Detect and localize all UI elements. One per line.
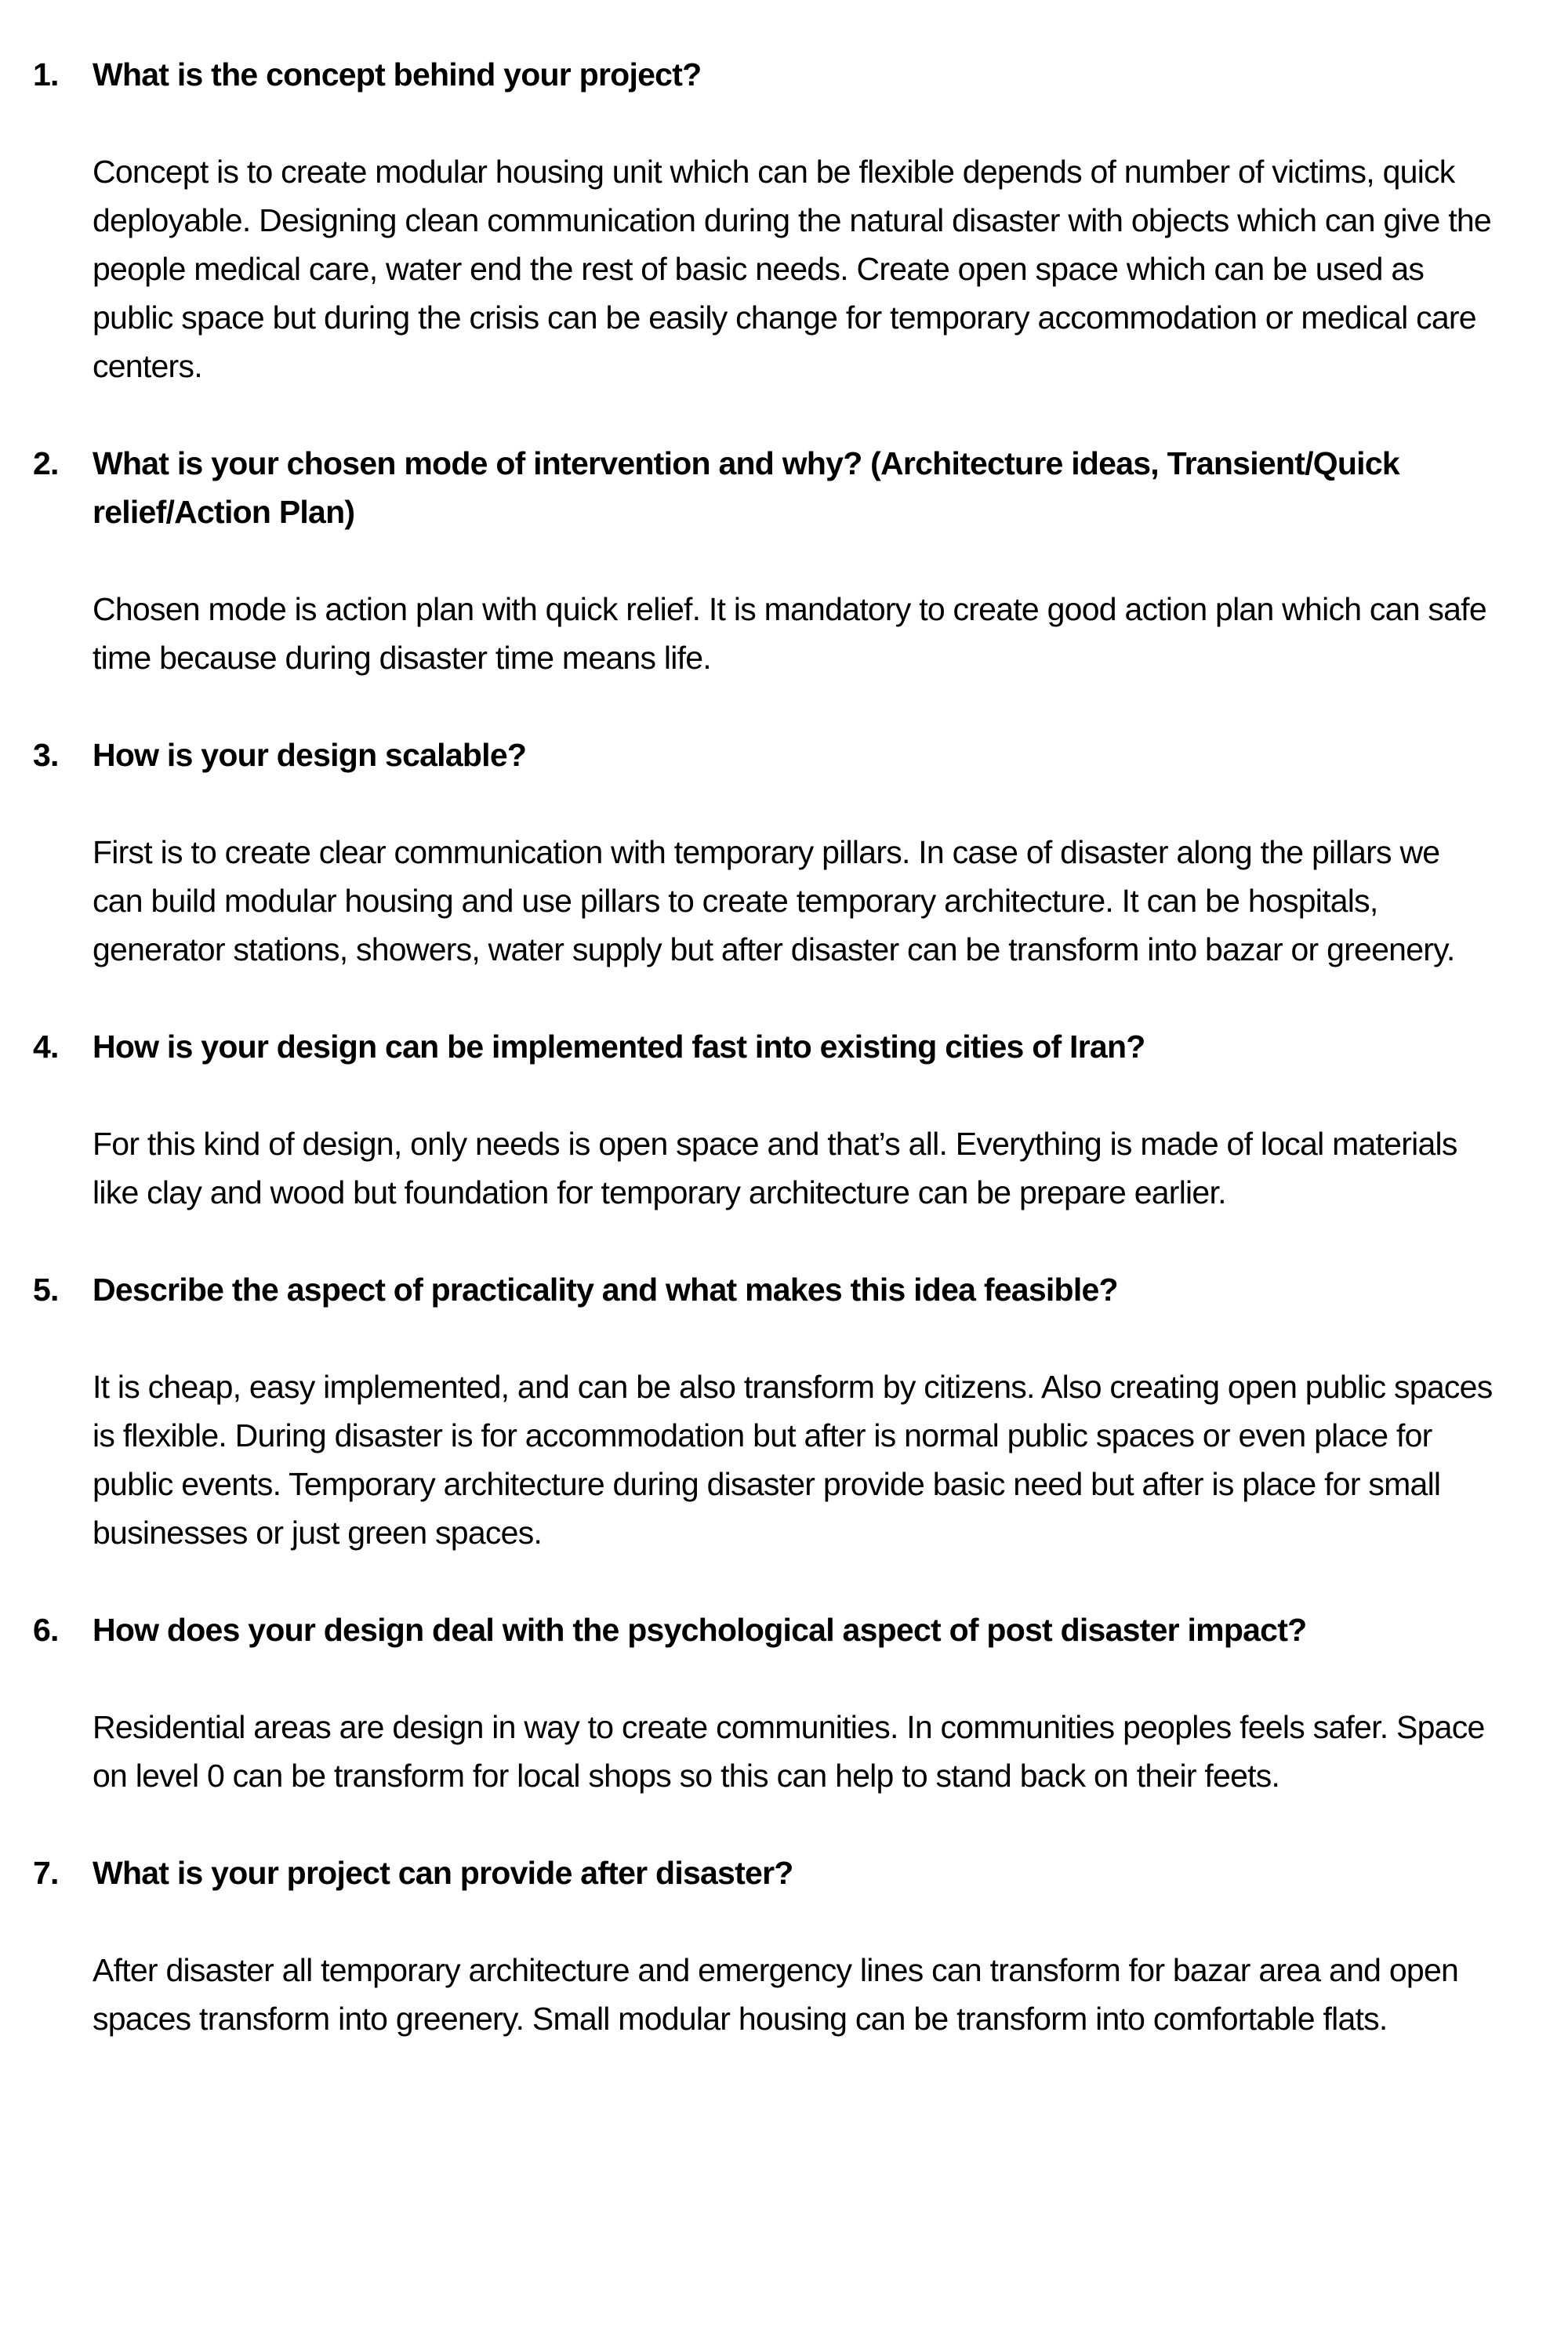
qa-item bbox=[33, 1849, 1496, 2043]
question-number: 2. bbox=[33, 445, 59, 481]
answer-paragraph: Chosen mode is action plan with quick relief. It is mandatory to create good action plan which can safe time because during disaster time means life. bbox=[93, 591, 1486, 676]
answer-paragraph: After disaster all temporary architecture and emergency lines can transform for bazar area and open spaces transform into greenery. Small modular housing can be transform into comfortable flats. bbox=[93, 1952, 1459, 2037]
qa-item-content bbox=[93, 1849, 1496, 2043]
qa-item-content bbox=[93, 731, 1496, 1022]
question-number: 1. bbox=[33, 56, 59, 93]
question-heading: What is your chosen mode of intervention and why? (Architecture ideas, Transient/Quick relief/Action Plan) bbox=[93, 445, 1399, 530]
question-number: 3. bbox=[33, 737, 59, 773]
qa-item-content bbox=[93, 1022, 1496, 1265]
answer-paragraph: Residential areas are design in way to create communities. In communities peoples feels safer. Space on level 0 can be transform for local shops so this can help to stand back on their feets. bbox=[93, 1709, 1485, 1794]
question-heading: What is the concept behind your project? bbox=[93, 56, 702, 93]
qa-item bbox=[33, 1022, 1496, 1265]
qa-list bbox=[33, 50, 1496, 2043]
qa-item bbox=[33, 50, 1496, 439]
question-heading: How is your design scalable? bbox=[93, 737, 527, 773]
answer-paragraph: Concept is to create modular housing unit which can be flexible depends of number of victims, quick deployable. Designing clean communication during the natural disaster with objects which can give the people medical care, water end the rest of basic needs. Create open space which can be used as public space but during the crisis can be easily change for temporary accommodation or medical care centers. bbox=[93, 154, 1491, 384]
answer-paragraph: For this kind of design, only needs is open space and that’s all. Everything is made of local materials like clay and wood but foundation for temporary architecture can be prepare earlier. bbox=[93, 1126, 1457, 1210]
question-number: 4. bbox=[33, 1029, 59, 1065]
question-heading: How is your design can be implemented fast into existing cities of Iran? bbox=[93, 1029, 1145, 1065]
question-number: 6. bbox=[33, 1612, 59, 1648]
answer-paragraph: First is to create clear communication with temporary pillars. In case of disaster along the pillars we can build modular housing and use pillars to create temporary architecture. It can be hospitals, generator stations, showers, water supply but after disaster can be transform into bazar or greenery. bbox=[93, 834, 1455, 967]
question-number: 5. bbox=[33, 1272, 59, 1308]
answer-paragraph: It is cheap, easy implemented, and can be also transform by citizens. Also creating open public spaces is flexible. During disaster is for accommodation but after is normal public spaces or even place for public events. Temporary architecture during disaster provide basic need but after is place for small businesses or just green spaces. bbox=[93, 1369, 1493, 1551]
qa-item-content bbox=[93, 1265, 1496, 1606]
question-number: 7. bbox=[33, 1855, 59, 1891]
qa-item bbox=[33, 731, 1496, 1022]
qa-item-content bbox=[93, 439, 1496, 731]
qa-item-content bbox=[93, 50, 1496, 439]
question-heading: How does your design deal with the psychological aspect of post disaster impact? bbox=[93, 1612, 1307, 1648]
question-heading: Describe the aspect of practicality and what makes this idea feasible? bbox=[93, 1272, 1118, 1308]
qa-item bbox=[33, 1265, 1496, 1606]
qa-item-content bbox=[93, 1606, 1496, 1849]
qa-item bbox=[33, 1606, 1496, 1849]
question-heading: What is your project can provide after disaster? bbox=[93, 1855, 793, 1891]
qa-item bbox=[33, 439, 1496, 731]
